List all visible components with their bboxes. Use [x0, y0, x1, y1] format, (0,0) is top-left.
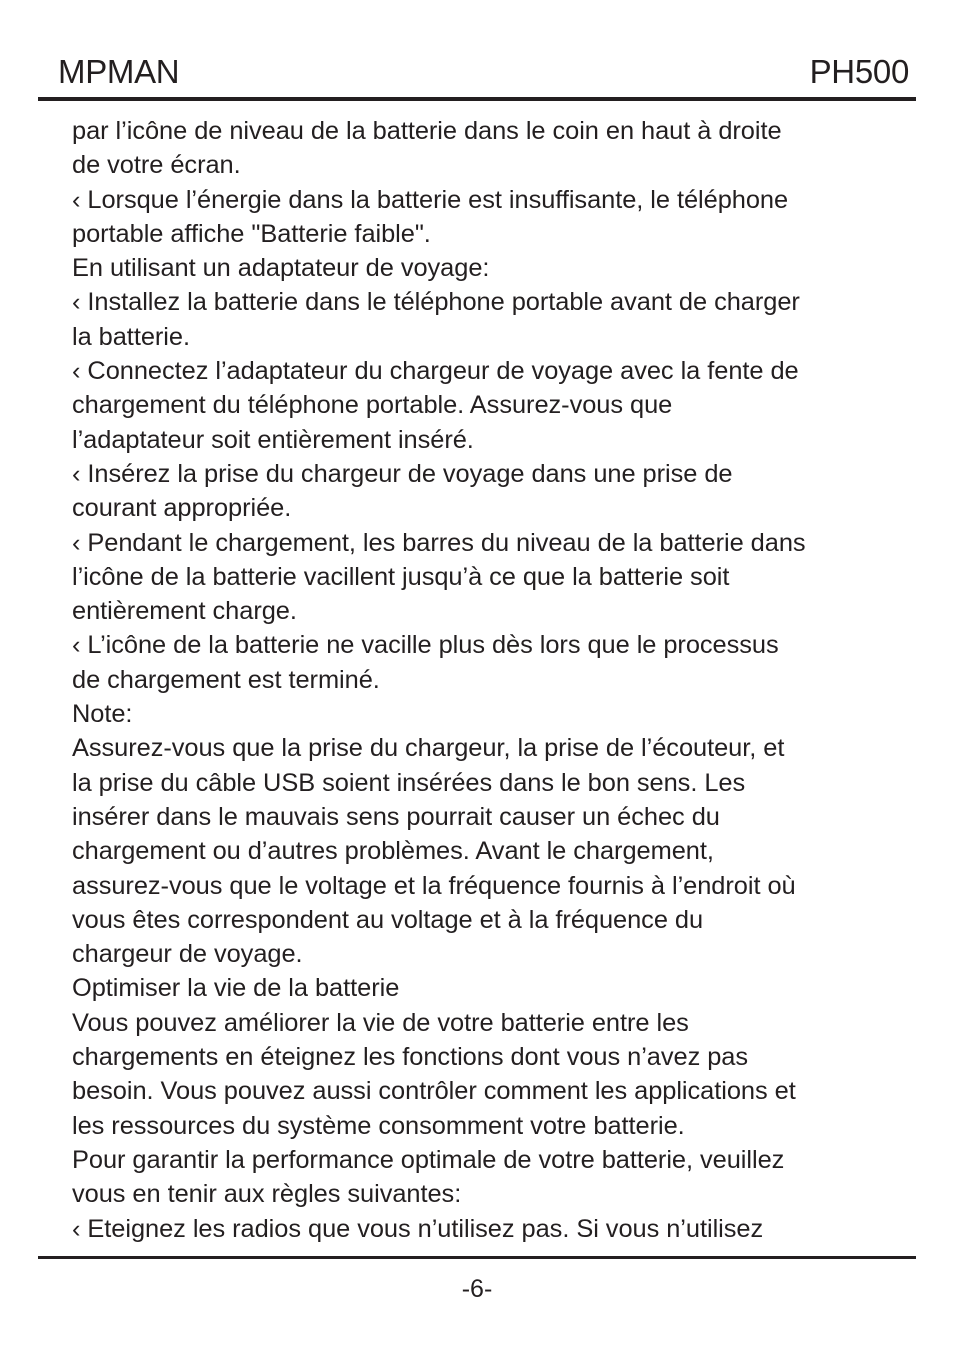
text-line: ‹ Connectez l’adaptateur du chargeur de voyage avec la fente de — [72, 357, 799, 386]
text-line: vous en tenir aux règles suivantes: — [72, 1180, 462, 1209]
text-line: ‹ Lorsque l’énergie dans la batterie est insuffisante, le téléphone — [72, 185, 789, 214]
text-line: Optimiser la vie de la batterie — [72, 974, 400, 1003]
footer-divider — [38, 1256, 916, 1259]
text-line: chargements en éteignez les fonctions dont vous n’avez pas — [72, 1043, 749, 1072]
body-text — [72, 114, 902, 1246]
text-line: entièrement charge. — [72, 597, 297, 626]
text-line: besoin. Vous pouvez aussi contrôler comment les applications et — [72, 1077, 796, 1106]
text-line: insérer dans le mauvais sens pourrait causer un échec du — [72, 802, 720, 831]
text-line: courant appropriée. — [72, 494, 292, 523]
header-divider — [38, 97, 916, 101]
text-line: Assurez-vous que la prise du chargeur, la prise de l’écouteur, et — [72, 734, 785, 763]
text-line: l’icône de la batterie vacillent jusqu’à ce que la batterie soit — [72, 562, 730, 591]
page-header — [40, 0, 915, 100]
text-line: chargeur de voyage. — [72, 940, 303, 969]
text-line: ‹ Eteignez les radios que vous n’utilisez pas. Si vous n’utilisez — [72, 1214, 764, 1243]
text-line: chargement ou d’autres problèmes. Avant le chargement, — [72, 837, 714, 866]
text-line: En utilisant un adaptateur de voyage: — [72, 254, 490, 283]
text-line: ‹ Pendant le chargement, les barres du niveau de la batterie dans — [72, 528, 806, 557]
text-line: vous êtes correspondent au voltage et à la fréquence du — [72, 905, 704, 934]
text-line: Vous pouvez améliorer la vie de votre batterie entre les — [72, 1008, 689, 1037]
text-line: assurez-vous que le voltage et la fréquence fournis à l’endroit où — [72, 871, 796, 900]
text-line: ‹ Installez la batterie dans le téléphone portable avant de charger — [72, 288, 800, 317]
text-line: la batterie. — [72, 322, 190, 351]
text-line: Pour garantir la performance optimale de votre batterie, veuillez — [72, 1145, 785, 1174]
brand-name: MPMAN — [58, 53, 180, 90]
text-line: chargement du téléphone portable. Assurez-vous que — [72, 391, 673, 420]
page-number: -6- — [461, 1275, 493, 1303]
text-line: ‹ Insérez la prise du chargeur de voyage dans une prise de — [72, 459, 733, 488]
text-line: de votre écran. — [72, 151, 241, 180]
model-name: PH500 — [809, 53, 909, 90]
text-line: l’adaptateur soit entièrement inséré. — [72, 425, 474, 454]
text-line: Note: — [72, 700, 133, 729]
text-line: ‹ L’icône de la batterie ne vacille plus dès lors que le processus — [72, 631, 779, 660]
text-line: les ressources du système consomment votre batterie. — [72, 1111, 685, 1140]
text-line: par l’icône de niveau de la batterie dans le coin en haut à droite — [72, 117, 782, 145]
text-line: portable affiche "Batterie faible". — [72, 219, 431, 248]
text-line: de chargement est terminé. — [72, 665, 380, 694]
text-line: la prise du câble USB soient insérées dans le bon sens. Les — [72, 768, 746, 797]
